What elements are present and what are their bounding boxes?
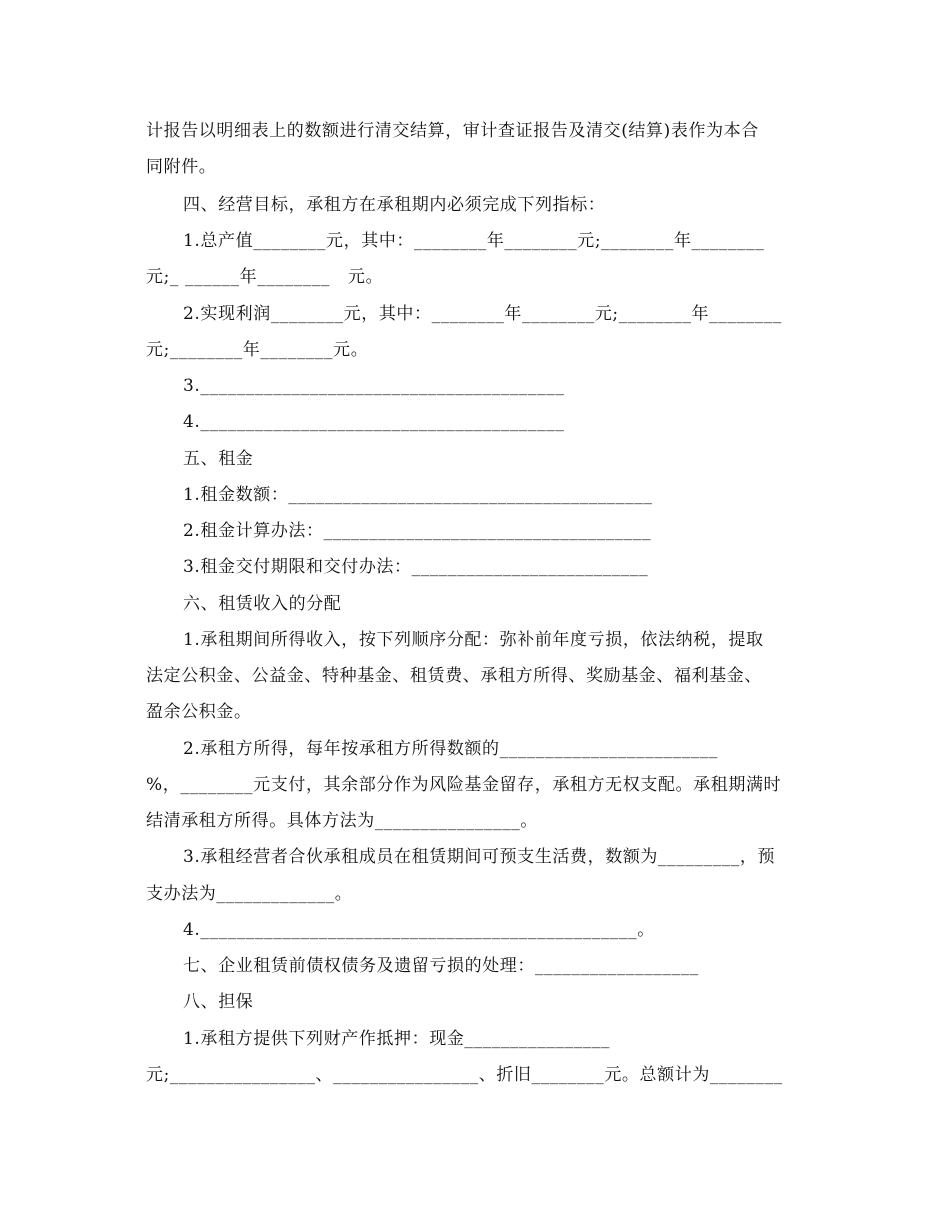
body-text-line: 1.承租期间所得收入，按下列顺序分配：弥补前年度亏损，依法纳税，提取 <box>183 630 764 650</box>
body-text-line: 元;________________、________________、折旧________元。总额计为________ <box>146 1065 783 1085</box>
body-text-line: 法定公积金、公益金、特种基金、租赁费、承租方所得、奖励基金、福利基金、 <box>146 666 762 686</box>
section-heading: 八、担保 <box>183 992 254 1012</box>
section-heading: 六、租赁收入的分配 <box>183 594 342 614</box>
section-heading: 四、经营目标，承租方在承租期内必须完成下列指标： <box>183 195 606 215</box>
body-text-line: 3.承租经营者合伙承租成员在租赁期间可预支生活费，数额为_________，预 <box>183 847 776 867</box>
body-text-line: 元;________年________元。 <box>146 340 369 360</box>
body-text-line: 结清承租方所得。具体方法为________________。 <box>146 811 538 831</box>
body-text-line: 2.租金计算办法：____________________________________ <box>183 521 652 541</box>
section-heading: 七、企业租赁前债权债务及遗留亏损的处理：__________________ <box>183 956 699 976</box>
body-text-line: 1.承租方提供下列财产作抵押：现金________________ <box>183 1029 611 1049</box>
body-text-line: 1.租金数额：________________________________________ <box>183 485 653 505</box>
body-text-line: 1.总产值________元，其中：________年________元;________年________ <box>183 231 765 251</box>
body-text-line: %，________元支付，其余部分作为风险基金留存，承租方无权支配。承租期满时 <box>146 775 782 795</box>
body-text-line: 支办法为_____________。 <box>146 884 353 904</box>
body-text-line: 元;_ ______年________ 元。 <box>146 267 384 287</box>
body-text-line: 4.________________________________________________。 <box>183 920 655 940</box>
body-text-line: 同附件。 <box>146 157 217 177</box>
body-text-line: 2.实现利润________元，其中：________年________元;________年________ <box>183 304 782 324</box>
body-text-line: 2.承租方所得，每年按承租方所得数额的________________________ <box>183 739 719 759</box>
body-text-line: 盈余公积金。 <box>146 702 252 722</box>
section-heading: 五、租金 <box>183 449 254 469</box>
body-text-line: 3.租金交付期限和交付办法：__________________________ <box>183 557 649 577</box>
body-text-line: 计报告以明细表上的数额进行清交结算，审计查证报告及清交(结算)表作为本合 <box>146 121 759 141</box>
body-text-line: 3.________________________________________ <box>183 376 565 396</box>
body-text-line: 4.________________________________________ <box>183 412 565 432</box>
